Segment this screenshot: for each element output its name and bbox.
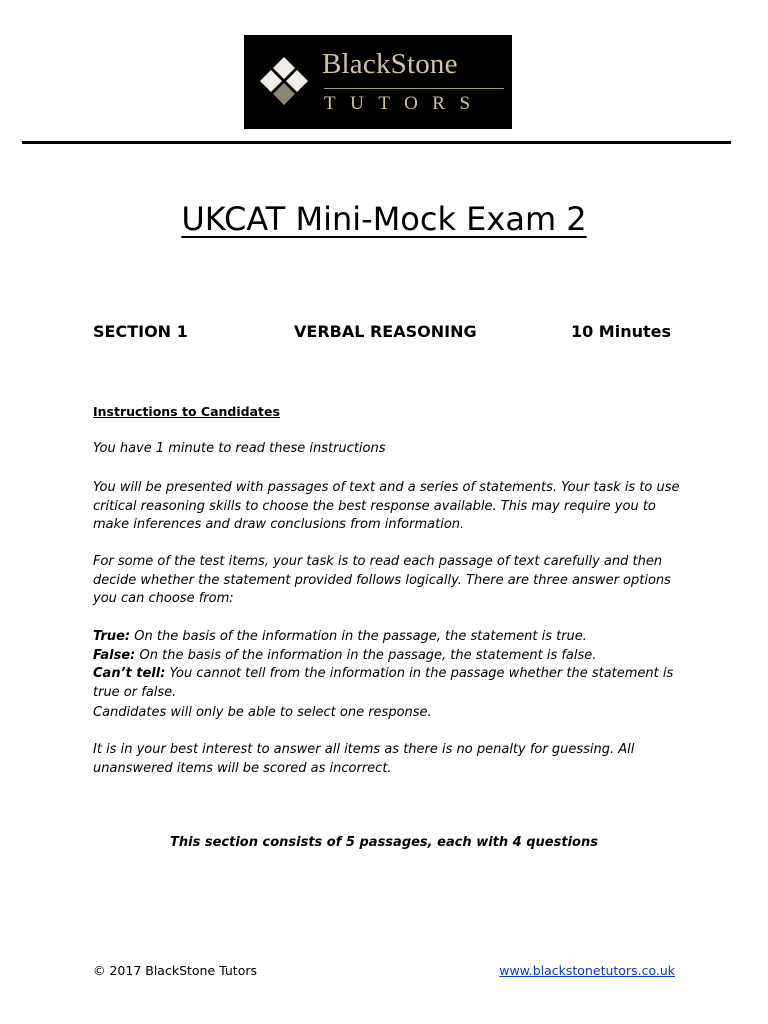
logo-divider [324,88,504,89]
instructions-heading: Instructions to Candidates [93,404,280,419]
section-name: VERBAL REASONING [294,322,477,341]
diamond-logo-icon [256,55,312,111]
instructions-intro: You will be presented with passages of text and a series of statements. Your task is to use critical reasoning skills to choose the best response available. This may require you to make inferences and draw conclusions from information. [93,480,680,532]
answer-option-true [93,628,683,647]
section-duration: 10 Minutes [570,322,671,341]
header-rule [22,141,731,144]
option-text: You cannot tell from the information in the passage whether the statement is true or false. [93,666,674,700]
option-label: False: [93,647,136,663]
guessing-note: It is in your best interest to answer all items as there is no penalty for guessing. All unanswered items will be scored as incorrect. [93,742,635,776]
option-label: True: [93,629,131,644]
logo-tagline: TUTORS [324,93,485,114]
section-summary: This section consists of 5 passages, each with 4 questions [170,835,598,850]
read-time-note: You have 1 minute to read these instructions [93,441,386,456]
instructions-task: For some of the test items, your task is to read each passage of text carefully and then decide whether the statement provided follows logically. There are three answer options you can choose from: [93,554,671,606]
section-number: SECTION 1 [93,322,188,341]
logo-wordmark: BlackStone [322,48,458,80]
option-label: Can’t tell: [93,666,166,681]
footer-website-link[interactable]: www.blackstonetutors.co.uk [499,963,675,978]
single-response-note: Candidates will only be able to select one response. [93,705,432,720]
footer-copyright: © 2017 BlackStone Tutors [93,963,258,978]
answer-option-cant-tell [93,665,683,702]
answer-options [93,628,683,702]
option-text: On the basis of the information in the passage, the statement is true. [134,629,587,644]
answer-option-false [93,647,683,666]
brand-logo [244,35,512,129]
section-header [93,322,671,344]
page-title-text: UKCAT Mini-Mock Exam 2 [181,200,587,238]
option-text: On the basis of the information in the passage, the statement is false. [139,647,597,663]
page-title [0,200,768,238]
